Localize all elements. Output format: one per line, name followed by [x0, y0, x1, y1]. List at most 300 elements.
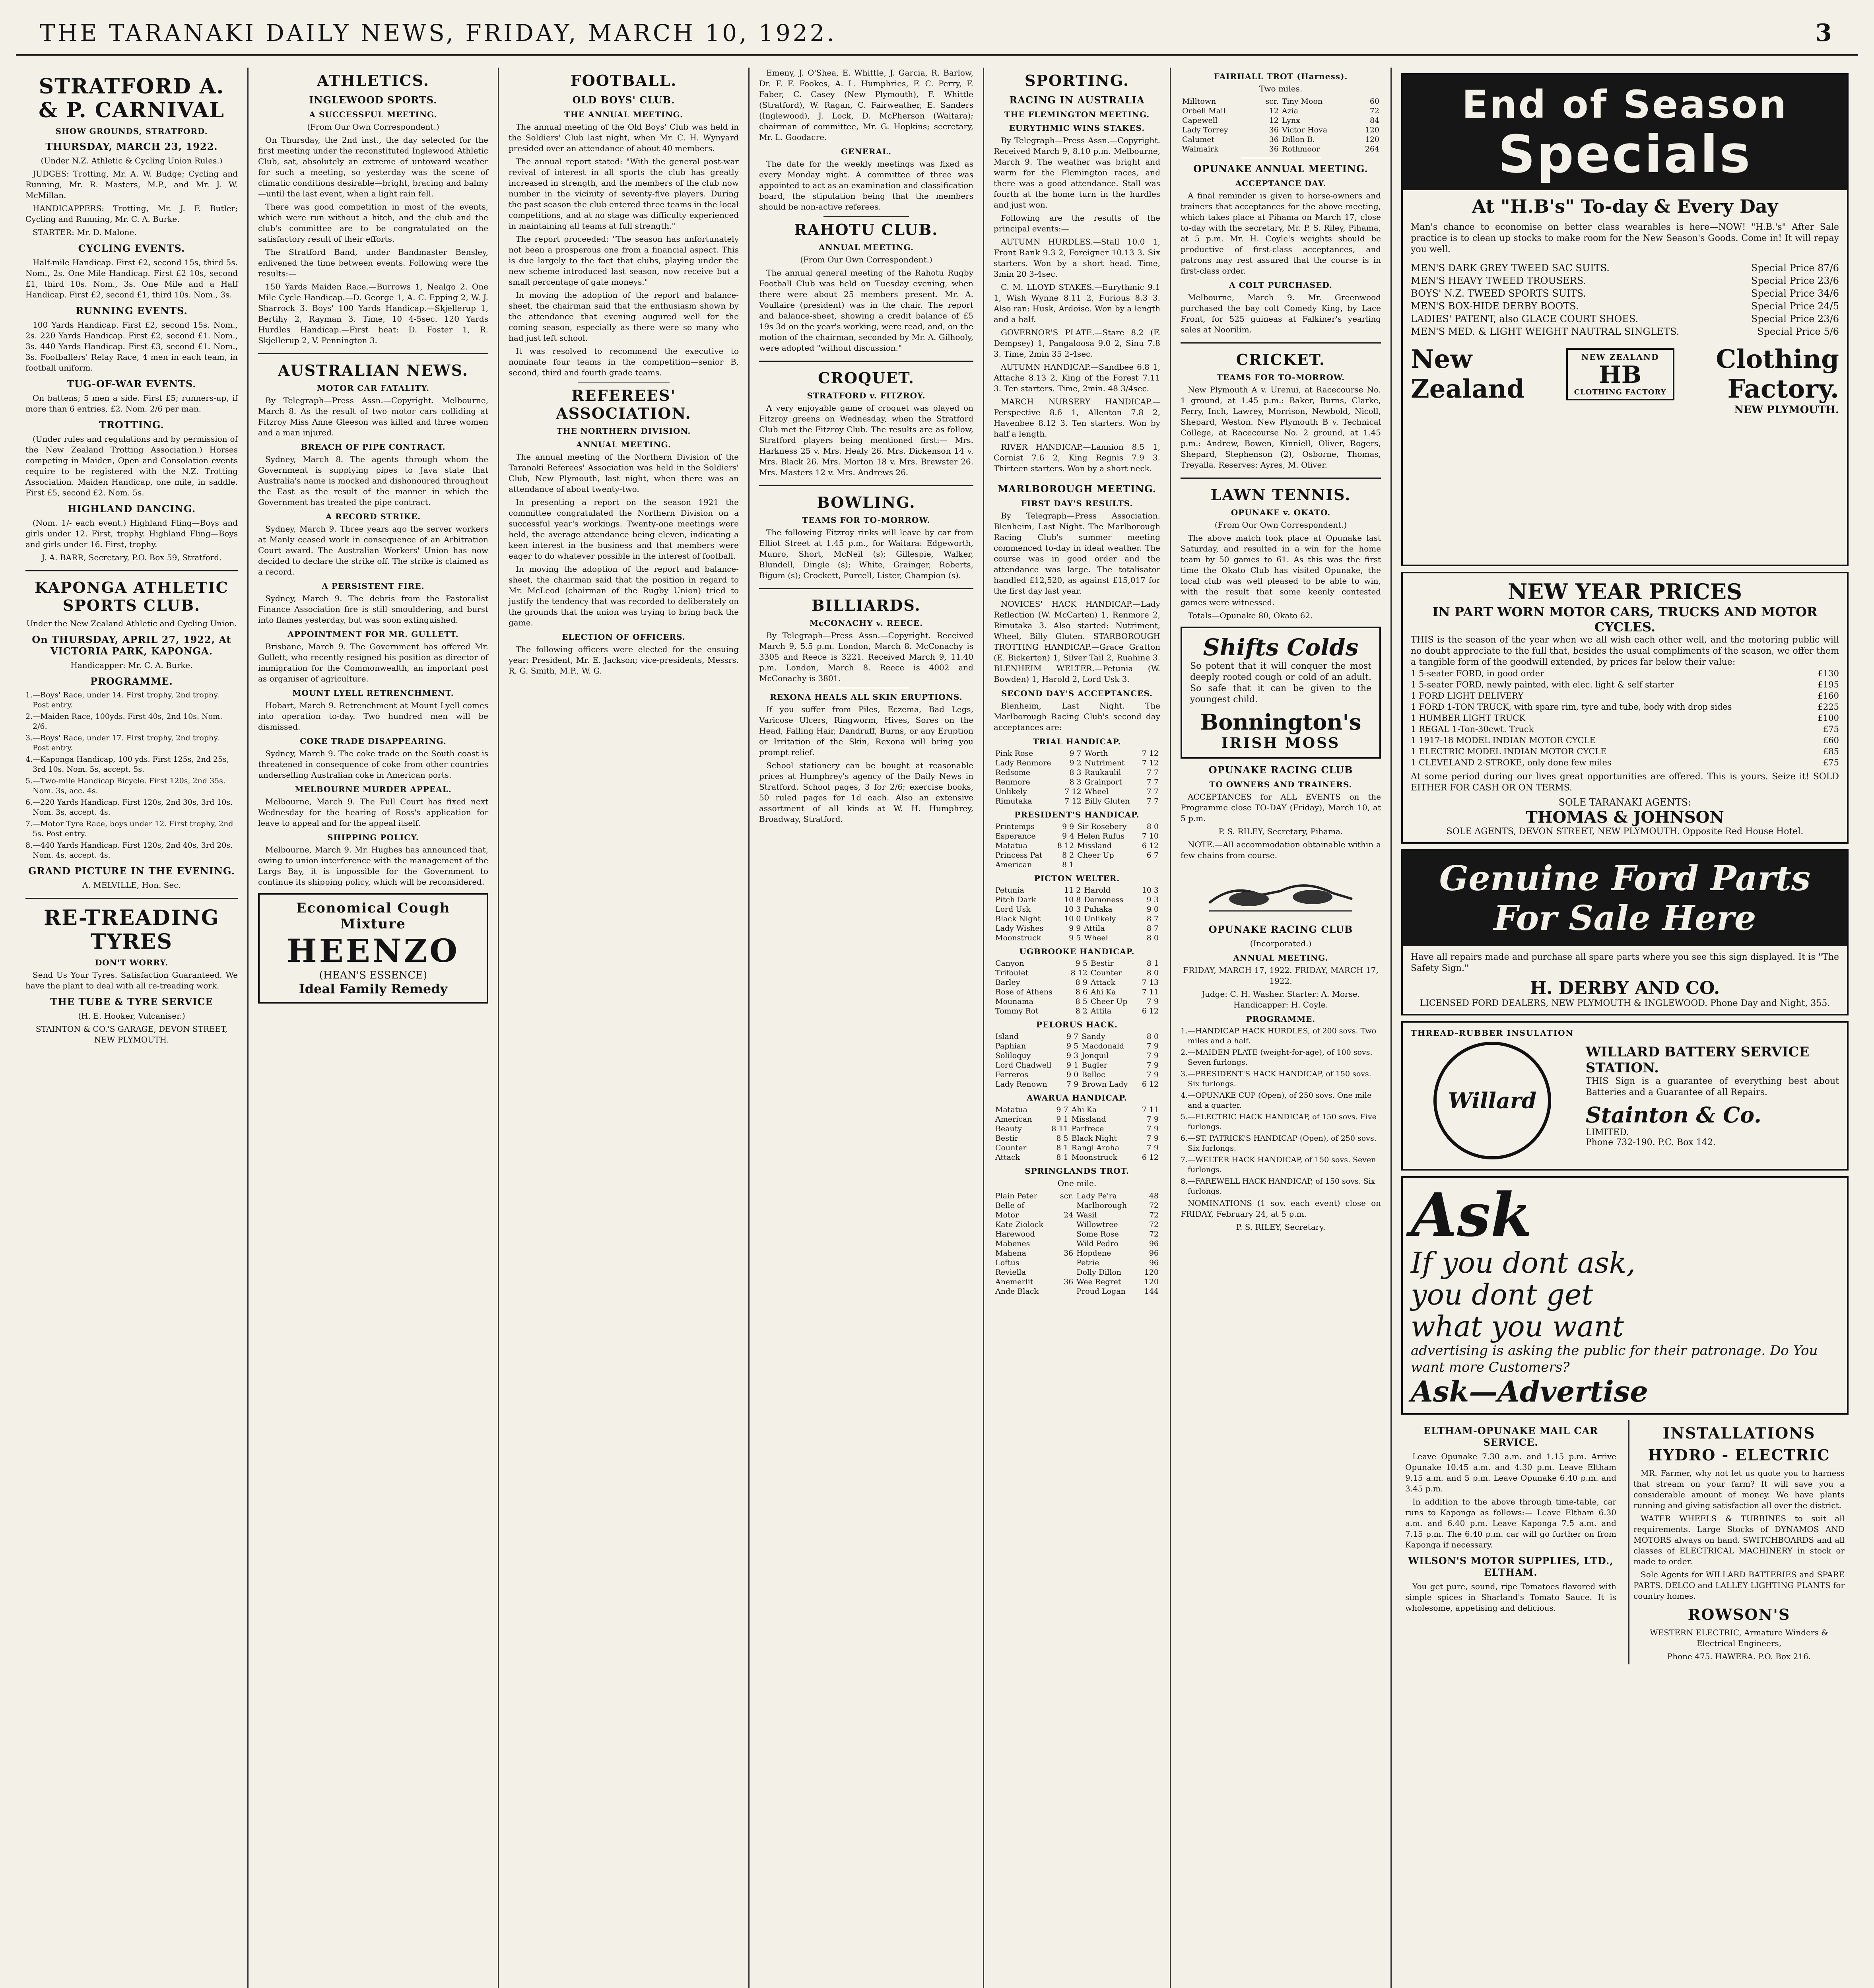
table-cell: 7 12 — [1142, 759, 1159, 767]
column-7 — [1392, 68, 1858, 1988]
tennis-sub: OPUNAKE v. OKATO. — [1231, 508, 1331, 517]
table-cell — [1055, 1239, 1075, 1248]
awarua-table — [994, 1105, 1160, 1162]
referees-sub2: ANNUAL MEETING. — [576, 440, 671, 449]
table-cell: Lady Renmore — [995, 759, 1051, 767]
racing-club2-secretary: P. S. RILEY, Secretary. — [1236, 1222, 1326, 1232]
fairhall-table — [1181, 97, 1381, 154]
new-year-close: At some period during our lives great opportunities are offered. This is yours. Seize it! SOLD EITHER FOR CASH OR ON TERMS. — [1411, 772, 1839, 793]
table-cell: 9 5 — [1066, 1042, 1079, 1050]
table-cell: Wasil — [1076, 1211, 1097, 1219]
second-day-heading: SECOND DAY'S ACCEPTANCES. — [1001, 689, 1153, 698]
article-paragraph: There was good competition in most of the events, which were run without a hitch, and the club and the club's committee are to be congratulated on the satisfactory result of their efforts. — [258, 202, 488, 244]
retreading-sub: DON'T WORRY. — [95, 958, 169, 967]
opunake-sub: ACCEPTANCE DAY. — [1235, 179, 1326, 188]
item-name: 1 5-seater FORD, in good order — [1411, 669, 1544, 678]
table-cell: 7 7 — [1146, 797, 1159, 806]
general-heading: GENERAL. — [841, 147, 891, 156]
table-cell: Lady Pe'ra — [1076, 1192, 1117, 1200]
table-cell: Renmore — [995, 778, 1030, 786]
picton-table — [994, 885, 1160, 943]
table-cell: 96 — [1149, 1258, 1159, 1267]
table-cell: 7 12 — [1064, 797, 1082, 806]
table-cell: Belle of — [995, 1201, 1025, 1210]
table-cell — [1137, 860, 1160, 870]
item-price: £75 — [1823, 724, 1839, 734]
kaponga-secretary: A. MELVILLE, Hon. Sec. — [82, 880, 181, 890]
table-cell: scr. — [1265, 97, 1279, 106]
article-paragraph: Melbourne, March 9. Mr. Hughes has announced that, owing to union interference with the management of the Largs Bay, it is impossible for the Government to continue its shipping policy, which will be reconsidered. — [258, 845, 488, 887]
table-row — [994, 758, 1160, 768]
list-item: 7.—WELTER HACK HANDICAP, of 150 sovs. Seven furlongs. — [1181, 1155, 1376, 1174]
page-number: 3 — [1815, 19, 1834, 47]
article-paragraph: It was resolved to recommend the executive to nominate four teams in the competition—senior B, second, third and fourth grade teams. — [509, 346, 739, 377]
hb-logo — [1566, 348, 1674, 400]
inglewood-sub: A SUCCESSFUL MEETING. — [309, 110, 437, 119]
divider — [25, 898, 238, 899]
colt-heading: A COLT PURCHASED. — [1229, 280, 1332, 290]
table-cell: Plain Peter — [995, 1192, 1037, 1200]
election-heading: ELECTION OF OFFICERS. — [562, 632, 686, 642]
hb-zealand: Zealand — [1411, 374, 1524, 404]
table-cell: 9 0 — [1066, 1070, 1079, 1079]
item-name: 1 CLEVELAND 2-STROKE, only done few miles — [1411, 758, 1612, 767]
racing-club2-heading: OPUNAKE RACING CLUB — [1208, 924, 1353, 935]
table-cell: Missland — [1071, 1115, 1106, 1124]
table-cell: 6 7 — [1146, 851, 1159, 860]
table-cell: 11 2 — [1064, 886, 1081, 895]
end-of-season-advert — [1401, 73, 1849, 566]
item-price: £85 — [1823, 747, 1839, 756]
table-row — [994, 933, 1160, 943]
table-cell: Ande Black — [995, 1287, 1039, 1296]
item-price: Special Price 34/6 — [1751, 288, 1839, 299]
hb-factory: Factory. — [1727, 374, 1839, 404]
article-paragraph: Following are the results of the principal events:— — [994, 213, 1160, 233]
willard-advert — [1401, 1021, 1849, 1171]
table-row — [994, 987, 1160, 997]
trotting-text: (Under rules and regulations and by permission of the New Zealand Trotting Association.) Horses competing in Maiden, Open and Consolation events require to be registered with the N.Z. Trotting Association. Maiden Handicap, one mile, in saddle. First £5, second £2. Nom. 5s. — [25, 434, 238, 497]
ford-banner — [1403, 851, 1847, 946]
table-cell: 8 2 — [1062, 851, 1074, 860]
item-price: Special Price 23/6 — [1751, 313, 1839, 324]
table-cell: Ferreros — [995, 1070, 1029, 1079]
table-cell: Esperance — [995, 832, 1036, 841]
table-cell: Proud Logan — [1076, 1287, 1126, 1296]
willard-body — [1586, 1044, 1839, 1147]
table-cell: 6 12 — [1142, 1007, 1159, 1015]
new-year-text: THIS is the season of the year when we all wish each other well, and the motoring public will no doubt appreciate to the full that, besides the usual compliments of the season, we offer them a tangible form of the goodwill extended, by prices far below their value: — [1411, 635, 1839, 667]
table-cell — [1055, 1229, 1075, 1239]
race-result: MARCH NURSERY HANDICAP.—Perspective 8.6 1, Allenton 7.8 2, Havenbee 8.12 3. Ten starters. Won by half a length. — [994, 397, 1160, 439]
ask-line2: you dont get — [1411, 1278, 1593, 1311]
table-cell: Sandy — [1082, 1032, 1105, 1041]
end-of-season-items — [1411, 262, 1839, 338]
table-cell: 120 — [1144, 1277, 1159, 1286]
item-name: 1 REGAL 1-Ton-30cwt. Truck — [1411, 724, 1534, 734]
table-cell: 120 — [1365, 126, 1379, 134]
table-cell: Cheer Up — [1077, 851, 1114, 860]
table-cell: American — [995, 1115, 1032, 1124]
table-cell: Jonquil — [1082, 1051, 1109, 1060]
stratford-rules: (Under N.Z. Athletic & Cycling Union Rules.) — [41, 156, 223, 165]
article-paragraph: NOMINATIONS (1 sov. each event) close on FRIDAY, February 24, at 5 p.m. — [1181, 1198, 1381, 1219]
list-item: 5.—ELECTRIC HACK HANDICAP, of 150 sovs. Five furlongs. — [1181, 1112, 1377, 1131]
article-paragraph: The annual general meeting of the Rahotu Rugby Football Club was held on Tuesday evening, when there were about 25 members present. Mr. A. Voullaire (president) was in the chair. The report and balance-sheet, showing a credit balance of £5 19s 3d on the year's working, were read, and, on the motion of the chairman, seconded by Mr. A. Gilhooly, were adopted "without discussion." — [759, 268, 973, 353]
table-cell: 72 — [1149, 1220, 1159, 1229]
column-5 — [984, 68, 1171, 1988]
australian-news-heading: AUSTRALIAN NEWS. — [278, 361, 469, 379]
article-paragraph: Blenheim, Last Night. The Marlborough Racing Club's second day acceptances are: — [994, 701, 1160, 732]
table-cell: Reviella — [995, 1268, 1026, 1277]
cricket-heading: CRICKET. — [1236, 351, 1326, 369]
trial-table — [994, 749, 1160, 806]
presidents-table — [994, 822, 1160, 870]
table-cell: 9 1 — [1056, 1115, 1068, 1124]
table-cell: Demoness — [1084, 895, 1124, 904]
willard-logo: Willard — [1433, 1042, 1551, 1159]
table-cell: Anemerlit — [995, 1277, 1033, 1286]
table-cell: Willowtree — [1076, 1220, 1118, 1229]
table-cell: Unlikely — [1084, 914, 1116, 923]
table-cell: Pink Rose — [995, 749, 1033, 758]
table-cell: 36 — [1269, 126, 1279, 134]
list-item — [1411, 325, 1839, 338]
heenzo-name: HEENZO — [287, 932, 460, 969]
gullett-heading: APPOINTMENT FOR MR. GULLETT. — [287, 629, 459, 639]
kaponga-sub: Under the New Zealand Athletic and Cycling Union. — [26, 619, 237, 628]
list-item — [1411, 679, 1839, 690]
table-cell: scr. — [1060, 1192, 1074, 1200]
table-row — [994, 1041, 1160, 1051]
table-row — [994, 997, 1160, 1006]
table-cell: 72 — [1369, 107, 1379, 115]
table-row — [994, 1124, 1160, 1134]
table-cell: Bestir — [995, 1134, 1018, 1143]
rahotu-heading: RAHOTU CLUB. — [794, 221, 938, 239]
item-name: MEN'S MED. & LIGHT WEIGHT NAUTRAL SINGLETS. — [1411, 326, 1680, 337]
table-cell: 7 9 — [1146, 1115, 1159, 1124]
table-cell: 8 12 — [1070, 969, 1088, 977]
table-row — [994, 978, 1160, 987]
stratford-sub: SHOW GROUNDS, STRATFORD. — [55, 126, 208, 136]
table-row — [994, 968, 1160, 978]
bowling-heading: BOWLING. — [817, 493, 916, 511]
table-cell: Printemps — [995, 822, 1035, 831]
horse-racing-icon — [1201, 867, 1360, 915]
table-cell: Dillon B. — [1282, 135, 1315, 144]
table-cell: 6 12 — [1142, 1080, 1159, 1089]
hb-right — [1716, 344, 1839, 404]
sporting-heading: SPORTING. — [1024, 72, 1130, 89]
item-price: Special Price 24/5 — [1751, 301, 1839, 312]
table-row — [994, 1153, 1160, 1162]
table-cell: 36 — [1269, 135, 1279, 144]
table-cell: 9 7 — [1066, 1032, 1079, 1041]
athletics-heading: ATHLETICS. — [317, 72, 429, 89]
divider — [823, 216, 909, 217]
table-row — [994, 1268, 1160, 1277]
tug-text: On battens; 5 men a side. First £5; runners-up, if more than 6 entries, £2. Nom. 2/6 per man. — [25, 393, 238, 414]
stratford-handicappers: HANDICAPPERS: Trotting, Mr. J. F. Butler; Cycling and Running, Mr. C. A. Burke. — [25, 204, 238, 224]
table-cell: 8 6 — [1075, 988, 1088, 996]
flemington-heading: THE FLEMINGTON MEETING. — [1004, 110, 1150, 119]
table-cell: 7 9 — [1146, 1124, 1159, 1133]
ford-parts-advert — [1401, 849, 1849, 1015]
awarua-heading: AWARUA HANDICAP. — [1027, 1093, 1127, 1103]
table-row — [994, 822, 1160, 831]
list-item: 1.—HANDICAP HACK HURDLES, of 200 sovs. Two miles and a half. — [1181, 1027, 1377, 1045]
rexona-heading: REXONA HEALS ALL SKIN ERUPTIONS. — [770, 692, 963, 702]
table-cell: Belloc — [1082, 1070, 1105, 1079]
list-item: 6.—220 Yards Handicap. First 120s, 2nd 30s, 3rd 10s. Nom. 3s, accept. 4s. — [25, 798, 233, 817]
rowson-phone: Phone 475. HAWERA. P.O. Box 216. — [1667, 1652, 1811, 1661]
table-cell: Mahena — [995, 1249, 1026, 1258]
race-result: RIVER HANDICAP.—Lannion 8.5 1, Cornist 7.6 2, King Regnis 7.9 3. Thirteen starters. Won by a short neck. — [994, 442, 1160, 473]
item-name: 1 FORD 1-TON TRUCK, with spare rim, tyre and tube, body with drop sides — [1411, 702, 1732, 712]
list-item: 5.—Two-mile Handicap Bicycle. First 120s, 2nd 35s. Nom. 3s, acc. 4s. — [25, 777, 226, 795]
list-item: 4.—Kaponga Handicap, 100 yds. First 125s, 2nd 25s, 3rd 10s. Nom. 5s, accept. 5s. — [25, 755, 229, 774]
table-cell: 9 7 — [1056, 1105, 1068, 1114]
table-cell: 7 11 — [1142, 1105, 1159, 1114]
article-paragraph: Brisbane, March 9. The Government has offered Mr. Gullett, who recently resigned his position as director of immigration for the Commonwealth, an important post as organiser of agriculture. — [258, 642, 488, 683]
pelorus-heading: PELORUS HACK. — [1036, 1020, 1118, 1029]
table-cell: Lady Wishes — [995, 924, 1044, 933]
article-paragraph: The annual meeting of the Northern Division of the Taranaki Referees' Association was held in the Soldiers' Club, New Plymouth, last night, when there was an attendance of about twenty-two. — [509, 452, 739, 494]
heenzo-top: Economical Cough Mixture — [296, 900, 451, 932]
lyell-heading: MOUNT LYELL RETRENCHMENT. — [292, 688, 454, 698]
item-price: Special Price 5/6 — [1757, 326, 1839, 337]
racing-club2-inc: (Incorporated.) — [1250, 939, 1312, 948]
table-row — [994, 850, 1160, 860]
correspondent-note: (From Our Own Correspondent.) — [307, 122, 439, 132]
table-cell: Lady Torrey — [1182, 126, 1228, 134]
installations-heading: INSTALLATIONS — [1662, 1424, 1816, 1442]
divider — [759, 361, 973, 362]
table-cell: Calumet — [1182, 135, 1215, 144]
table-cell: Loftus — [995, 1258, 1020, 1267]
list-item — [1411, 690, 1839, 701]
table-cell: Victor Hova — [1282, 126, 1328, 134]
table-row — [994, 787, 1160, 796]
bonnington-name: Bonnington's — [1200, 709, 1361, 735]
willard-firm: Stainton & Co. — [1585, 1102, 1761, 1128]
new-year-firm: THOMAS & JOHNSON — [1526, 808, 1724, 827]
list-item: 2.—MAIDEN PLATE (weight-for-age), of 100 sovs. Seven furlongs. — [1181, 1048, 1373, 1067]
table-cell: Rothmoor — [1282, 145, 1320, 153]
article-paragraph: Emeny, J. O'Shea, E. Whittle, J. Garcia, R. Barlow, Dr. F. F. Fookes, A. L. Humphries, F. C. Perry, F. Faber, C. Casey (New Plymouth), F. Whittle (Stratford), W. Ragan, C. Fairweather, E. Sanders (Inglewood), J. Lock, D. McPherson (Waitara); chairman of committee, Mr. G. Hopkins; secretary, Mr. L. Goodacre. — [759, 68, 973, 142]
table-cell: Missland — [1077, 841, 1112, 850]
list-item — [1411, 746, 1839, 757]
table-cell: 8 7 — [1146, 914, 1159, 923]
presidents-heading: PRESIDENT'S HANDICAP. — [1014, 810, 1140, 819]
table-cell: Lynx — [1282, 116, 1300, 125]
inglewood-heading: INGLEWOOD SPORTS. — [309, 94, 437, 106]
table-cell: 7 12 — [1142, 749, 1159, 758]
item-price: £100 — [1818, 713, 1839, 723]
item-name: BOYS' N.Z. TWEED SPORTS SUITS. — [1411, 288, 1586, 299]
table-row — [994, 895, 1160, 905]
table-row — [994, 914, 1160, 924]
picton-heading: PICTON WELTER. — [1034, 874, 1120, 883]
table-cell: 9 7 — [1069, 749, 1082, 758]
table-cell: 9 9 — [1069, 924, 1081, 933]
table-cell: Orbell Mail — [1182, 107, 1226, 115]
willard-ring-text: THREAD-RUBBER INSULATION — [1411, 1028, 1574, 1038]
kaponga-handicapper: Handicapper: Mr. C. A. Burke. — [70, 660, 193, 670]
table-row — [1181, 106, 1381, 116]
eltham-text2: In addition to the above through time-table, car runs to Kaponga as follows:— Leave Eltham 6.30 a.m. and 6.40 p.m. Leave Kaponga 7.5 a.m. and 7.15 p.m. The 6.40 p.m. car will go further on from Kaponga if necessary. — [1405, 1497, 1616, 1549]
table-row — [994, 1220, 1160, 1229]
column-1 — [16, 68, 249, 1988]
table-cell: Ahi Ka — [1071, 1105, 1097, 1114]
table-row — [994, 959, 1160, 968]
table-cell: 8 0 — [1146, 822, 1159, 831]
table-cell: Harold — [1084, 886, 1111, 895]
table-cell: 120 — [1144, 1268, 1159, 1277]
racing-club2-meeting: ANNUAL MEETING. — [1233, 953, 1328, 963]
willard-heading: WILLARD BATTERY SERVICE STATION. — [1585, 1044, 1810, 1076]
heenzo-tag: Ideal Family Remedy — [299, 981, 448, 996]
fairhall-heading: FAIRHALL TROT (Harness). — [1214, 72, 1348, 81]
column-4 — [750, 68, 984, 1988]
table-cell: Lady Renown — [995, 1080, 1047, 1089]
willard-phone: Phone 732-190. P.C. Box 142. — [1585, 1138, 1716, 1147]
willard-emblem — [1411, 1028, 1574, 1163]
table-row — [994, 1277, 1160, 1287]
table-row — [994, 1006, 1160, 1016]
shifts-colds-title: Shifts Colds — [1203, 634, 1359, 661]
croquet-sub: STRATFORD v. FITZROY. — [807, 391, 926, 400]
article-paragraph: In presenting a report on the season 1921 the committee congratulated the Northern Division on a successful year's workings. Twenty-one meetings were held, the average attendance being eleven, indicating a keen interest in the business and that members were eager to do whatever possible in the interest of football. — [509, 497, 739, 561]
table-row — [994, 1191, 1160, 1201]
table-cell: Macdonald — [1082, 1042, 1124, 1050]
column-3 — [499, 68, 750, 1988]
divider — [1181, 342, 1381, 344]
table-cell: 48 — [1149, 1192, 1159, 1200]
table-cell: 8 1 — [1056, 1153, 1068, 1162]
list-item — [1411, 701, 1839, 712]
grand-picture: GRAND PICTURE IN THE EVENING. — [28, 865, 235, 877]
table-cell: 96 — [1149, 1239, 1159, 1248]
list-item: 3.—PRESIDENT'S HACK HANDICAP, of 150 sovs. Six furlongs. — [1181, 1070, 1371, 1088]
table-cell: Attack — [1090, 978, 1116, 987]
table-cell: 7 11 — [1142, 988, 1159, 996]
table-cell: 7 9 — [1146, 1143, 1159, 1152]
list-item — [1411, 712, 1839, 724]
table-cell: Puhaka — [1084, 905, 1113, 914]
eltham-firm: WILSON'S MOTOR SUPPLIES, LTD., ELTHAM. — [1408, 1555, 1614, 1578]
hb-left — [1411, 344, 1524, 404]
table-cell: Black Night — [995, 914, 1041, 923]
article-paragraph: A final reminder is given to horse-owners and trainers that acceptances for the above meeting, which takes place at Pihama on March 17, close to-day with the secretary, Mr. P. S. Riley, Pihama, at 5 p.m. Mr. H. Coyle's weights should be productive of first-class acceptances, and patrons may rest assured that the course is in first-class order. — [1181, 191, 1381, 276]
springlands-heading: SPRINGLANDS TROT. — [1025, 1166, 1129, 1176]
table-cell: Matatua — [995, 841, 1027, 850]
table-cell: Barley — [995, 978, 1020, 987]
installations-items: WATER WHEELS & TURBINES to suit all requirements. Large Stocks of DYNAMOS AND MOTORS always on hand. SWITCHBOARDS and all classes of ELECTRICAL MACHINERY in stock or made to order. — [1633, 1514, 1845, 1566]
item-name: LADIES' PATENT, also GLACE COURT SHOES. — [1411, 313, 1639, 324]
racing-club-heading: OPUNAKE RACING CLUB — [1208, 764, 1353, 776]
article-paragraph: Sydney, March 9. The debris from the Pastoralist Finance Association fire is still smouldering, and burst into flames yesterday, but was soon extinguished. — [258, 594, 488, 625]
table-row — [994, 1143, 1160, 1153]
table-cell: 10 3 — [1142, 886, 1159, 895]
table-cell: 8 0 — [1146, 1032, 1159, 1041]
table-cell: Rimutaka — [995, 797, 1032, 806]
table-cell: Wheel — [1084, 787, 1109, 796]
article-paragraph: In moving the adoption of the report and balance-sheet, the chairman said that the position in regard to Mr. McLeod (chairman of the Rugby Union) tried to justify the tendency that was recorded to deliberately on the grounds that the union was trying to bring back the game. — [509, 564, 739, 627]
racing-heading: RACING IN AUSTRALIA — [1009, 94, 1145, 106]
table-cell — [1055, 1268, 1075, 1277]
table-cell: 9 3 — [1066, 1051, 1079, 1060]
table-cell: Canyon — [995, 959, 1024, 968]
table-cell: 8 5 — [1056, 1134, 1068, 1143]
article-paragraph: Sydney, March 9. Three years ago the server workers at Manly ceased work in consequence of an Arbitration Court award. The Australian Workers' Union has now decided to declare the strike off. The strike is claimed as a record. — [258, 524, 488, 577]
table-cell: 8 0 — [1146, 969, 1159, 977]
table-row — [1181, 125, 1381, 135]
racing-club-sub: TO OWNERS AND TRAINERS. — [1209, 780, 1352, 789]
new-year-sub: IN PART WORN MOTOR CARS, TRUCKS AND MOTOR CYCLES. — [1432, 604, 1818, 635]
table-cell — [1055, 1220, 1075, 1229]
table-row — [994, 1105, 1160, 1114]
end-of-season-line1: End of Season — [1462, 82, 1788, 127]
coke-heading: COKE TRADE DISAPPEARING. — [300, 736, 447, 746]
table-cell: Sir Rosebery — [1077, 822, 1127, 831]
article-paragraph: NOTE.—All accommodation obtainable within a few chains from course. — [1181, 840, 1381, 860]
table-cell: 8 5 — [1075, 997, 1088, 1006]
article-paragraph: By Telegraph—Press Assn.—Copyright. Received March 9, 8.10 p.m. Melbourne, March 9. The weather was bright and warm for the Flemington races, and there was a good attendance. Stall was fourth at the home turn in the hurdles and just won. — [994, 136, 1160, 210]
racing-club2-dates: FRIDAY, MARCH 17, 1922. FRIDAY, MARCH 17, 1922. — [1183, 965, 1379, 986]
article-paragraph: By Telegraph—Press Assn.—Copyright. Melbourne, March 8. As the result of two motor cars colliding at Fitzroy Miss Anne Gleeson was killed and three women and a man injured. — [258, 396, 488, 437]
list-item — [1411, 735, 1839, 746]
billiards-heading: BILLIARDS. — [812, 596, 921, 614]
table-cell: Island — [995, 1032, 1019, 1041]
article-paragraph: Sydney, March 9. The coke trade on the South coast is threatened in consequence of coke from other countries underselling Australian coke in American ports. — [258, 749, 488, 780]
table-row — [994, 1114, 1160, 1124]
table-cell: Princess Pat — [995, 851, 1043, 860]
table-row — [994, 1201, 1160, 1210]
table-cell: 7 7 — [1146, 787, 1159, 796]
willard-text: THIS Sign is a guarantee of everything best about Batteries and a Guarantee of all Repairs. — [1585, 1076, 1839, 1097]
table-row — [994, 905, 1160, 914]
table-cell: 10 0 — [1064, 914, 1081, 923]
table-cell: Moonstruck — [995, 934, 1041, 942]
table-cell: 8 1 — [1146, 959, 1159, 968]
rahotu-sub: ANNUAL MEETING. — [819, 243, 914, 252]
list-item: 2.—Maiden Race, 100yds. First 40s, 2nd 10s. Nom. 2/6. — [25, 712, 223, 731]
table-cell: Black Night — [1071, 1134, 1117, 1143]
table-row — [994, 1051, 1160, 1060]
item-name: 1 ELECTRIC MODEL INDIAN MOTOR CYCLE — [1411, 747, 1607, 756]
article-paragraph: By Telegraph—Press Association. Blenheim, Last Night. The Marlborough Racing Club's summer meeting commenced to-day in ideal weather. The course was in good order and the attendance was large. The totalisator handled £12,520, as against £15,017 for the first day last year. — [994, 511, 1160, 596]
list-item — [1411, 262, 1839, 274]
divider — [759, 485, 973, 486]
item-name: 1 HUMBER LIGHT TRUCK — [1411, 713, 1526, 723]
table-cell: American — [995, 860, 1032, 869]
table-cell: Unlikely — [995, 787, 1027, 796]
bonnington-sub: IRISH MOSS — [1221, 735, 1340, 751]
table-cell: Lord Usk — [995, 905, 1031, 914]
table-cell: Parfrece — [1071, 1124, 1104, 1133]
heenzo-advert — [258, 893, 488, 1004]
item-name: 1 5-seater FORD, newly painted, with elec. light & self starter — [1411, 680, 1674, 689]
table-cell: Hopdene — [1076, 1249, 1111, 1258]
table-row — [994, 924, 1160, 933]
divider — [258, 353, 488, 354]
table-cell: Matatua — [995, 1105, 1027, 1114]
article-paragraph: By Telegraph—Press Assn.—Copyright. Received March 9, 5.5 p.m. London, March 8. McConachy is 3305 and Reece is 3221. Received March 9, 11.40 p.m. London, March 8. Reece is 4002 and McConachy is 3801. — [759, 631, 973, 683]
article-paragraph: The following Fitzroy rinks will leave by car from Elliot Street at 1.45 p.m., for Waitara: Edgeworth, Munro, Short, McNeil (s); Gillespie, Walker, Blundell, Dingle (s); White, Grainger, Roberts, Bigum (s); Crockett, Purcell, Lister, Champion (s). — [759, 528, 973, 580]
table-cell: Beauty — [995, 1124, 1022, 1133]
